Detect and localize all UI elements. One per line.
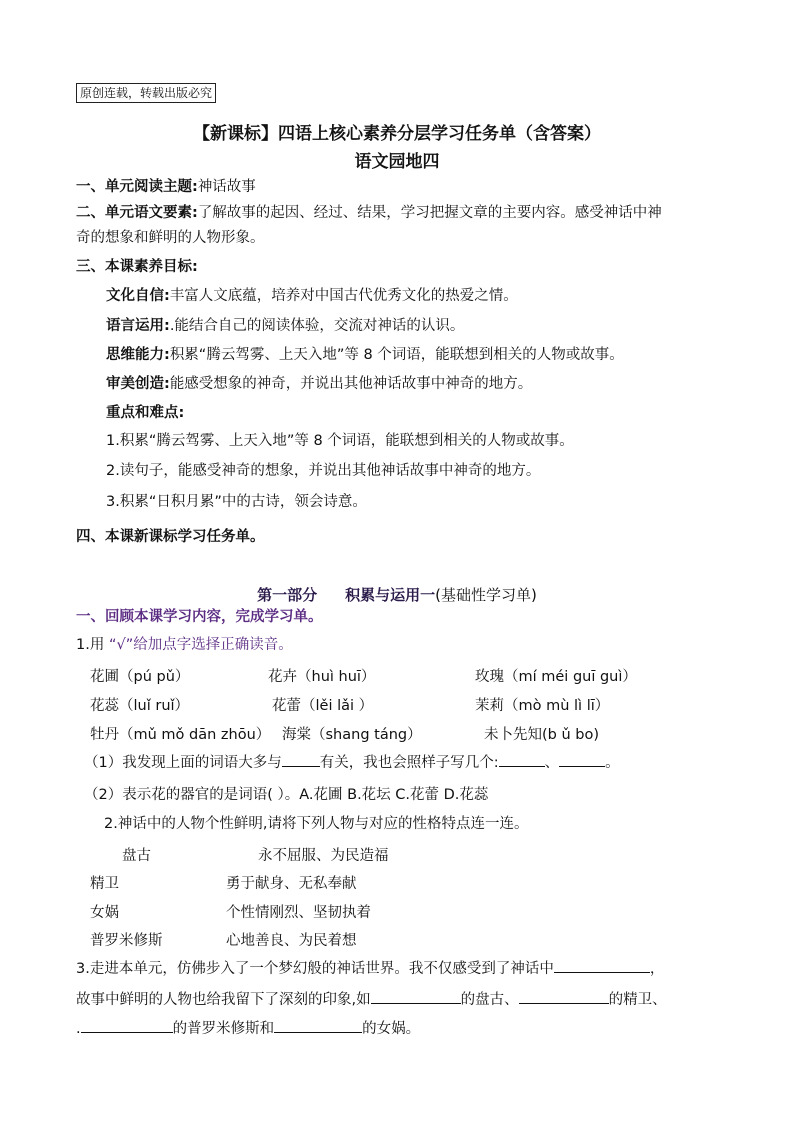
- sub1-text: 、: [544, 755, 560, 771]
- pinyin-item: 花卉（huì huī）: [268, 669, 376, 685]
- myth-figure[interactable]: 普罗米修斯: [90, 933, 163, 949]
- section-label: 二、单元语文要素:: [76, 205, 198, 221]
- q3-text: .: [76, 1021, 81, 1037]
- section-language-elements: [76, 203, 662, 223]
- answer-blank[interactable]: [554, 958, 650, 973]
- question-1-sub2: （2）表示花的器官的是词语( ）。A.花圃 B.花坛 C.花蕾 D.花蕊: [84, 787, 489, 803]
- q3-text: 的女娲。: [362, 1021, 421, 1037]
- goal-aesthetic: [106, 374, 532, 394]
- goal-label: 文化自信:: [106, 288, 170, 304]
- part-one-title: [0, 584, 794, 605]
- section-reading-theme: [76, 177, 256, 197]
- question-3-line2: [76, 989, 667, 1010]
- q3-text: 的盘古、: [460, 992, 519, 1008]
- sub1-text: 。: [605, 755, 620, 771]
- trait-item[interactable]: 心地善良、为民着想: [226, 933, 357, 949]
- section-task-heading: 四、本课新课标学习任务单。: [76, 529, 265, 545]
- part-name: 积累与运用一: [345, 586, 436, 604]
- document-subtitle: 语文园地四: [354, 152, 440, 172]
- goal-text: 能感受想象的神奇，并说出其他神话故事中神奇的地方。: [169, 376, 533, 392]
- answer-blank[interactable]: [282, 752, 320, 767]
- section-text: 神话故事: [197, 179, 256, 195]
- question-1-sub1: [84, 752, 620, 773]
- key-point-1: 1.积累“腾云驾雾、上天入地”等 8 个词语，能联想到相关的人物或故事。: [106, 433, 574, 449]
- part-type: (基础性学习单): [435, 586, 537, 604]
- pinyin-item: 花圃（pú pǔ）: [90, 669, 190, 685]
- q3-text: 的精卫、: [608, 992, 667, 1008]
- goal-label: 思维能力:: [106, 347, 170, 363]
- review-heading: 一、回顾本课学习内容，完成学习单。: [76, 609, 323, 625]
- q3-text: 的普罗米修斯和: [172, 1021, 275, 1037]
- section-text: 了解故事的起因、经过、结果，学习把握文章的主要内容。感受神话中神: [197, 205, 662, 221]
- section-goals-heading: 三、本课素养目标:: [76, 259, 198, 275]
- key-point-2: 2.读句子，能感受神奇的想象，并说出其他神话故事中神奇的地方。: [106, 463, 541, 479]
- answer-blank[interactable]: [274, 1018, 362, 1033]
- document-title: 【新课标】四语上核心素养分层学习任务单（含答案）: [193, 124, 601, 144]
- question-1-prompt: [76, 635, 293, 655]
- part-number: 第一部分: [257, 586, 318, 604]
- q1-text: 给加点字选择正确读音。: [133, 637, 293, 653]
- pinyin-item: 玫瑰（mí méi guī guì）: [475, 669, 637, 685]
- sub1-text: （1）我发现上面的词语大多与: [84, 755, 282, 771]
- trait-item[interactable]: 个性情刚烈、坚韧执着: [226, 905, 371, 921]
- key-point-3: 3.积累“日积月累”中的古诗，领会诗意。: [106, 494, 367, 510]
- goal-text: 积累“腾云驾雾、上天入地”等 8 个词语，能联想到相关的人物或故事。: [169, 347, 624, 363]
- q1-prefix: 1.用: [76, 637, 109, 653]
- trait-item[interactable]: 勇于献身、无私奉献: [226, 876, 357, 892]
- goal-label: 审美创造:: [106, 376, 170, 392]
- answer-blank[interactable]: [519, 989, 609, 1004]
- pinyin-item: 未卜先知(b ǔ bo): [484, 727, 600, 743]
- copyright-notice: 原创连载，转载出版必究: [76, 83, 216, 103]
- q3-text: 故事中鲜明的人物也给我留下了深刻的印象,如: [76, 992, 371, 1008]
- question-3-line1: [76, 958, 664, 979]
- pinyin-item: 花蕊（luǐ ruǐ）: [90, 698, 190, 714]
- check-mark: “√”: [108, 637, 134, 653]
- goal-language: [106, 316, 464, 336]
- answer-blank[interactable]: [371, 989, 461, 1004]
- section-label: 一、单元阅读主题:: [76, 179, 198, 195]
- question-3-line3: [76, 1018, 420, 1039]
- answer-blank[interactable]: [81, 1018, 173, 1033]
- goal-text: .能结合自己的阅读体验，交流对神话的认识。: [169, 318, 465, 334]
- myth-figure[interactable]: 盘古: [122, 848, 151, 864]
- pinyin-item: 茉莉（mò mù lì lī）: [475, 698, 610, 714]
- myth-figure[interactable]: 女娲: [90, 905, 119, 921]
- section-language-elements-cont: 奇的想象和鲜明的人物形象。: [76, 230, 265, 246]
- answer-blank[interactable]: [499, 752, 545, 767]
- key-points-heading: 重点和难点:: [106, 405, 185, 421]
- goal-culture: [106, 286, 518, 306]
- question-2-prompt: 2.神话中的人物个性鲜明,请将下列人物与对应的性格特点连一连。: [104, 816, 529, 832]
- goal-thinking: [106, 345, 624, 365]
- pinyin-item: 牡丹（mǔ mǒ dān zhōu）: [90, 727, 271, 743]
- q3-text: ，: [649, 961, 665, 977]
- goal-text: 丰富人文底蕴，培养对中国古代优秀文化的热爱之情。: [169, 288, 518, 304]
- pinyin-item: 海棠（shang táng）: [282, 727, 422, 743]
- q3-text: 3.走进本单元，仿佛步入了一个梦幻般的神话世界。我不仅感受到了神话中: [76, 961, 554, 977]
- sub1-text: 有关，我也会照样子写几个:: [319, 755, 499, 771]
- answer-blank[interactable]: [559, 752, 605, 767]
- goal-label: 语言运用:: [106, 318, 170, 334]
- pinyin-item: 花蕾（lěi lǎi ）: [272, 698, 374, 714]
- myth-figure[interactable]: 精卫: [90, 876, 119, 892]
- trait-item[interactable]: 永不屈服、为民造福: [258, 848, 389, 864]
